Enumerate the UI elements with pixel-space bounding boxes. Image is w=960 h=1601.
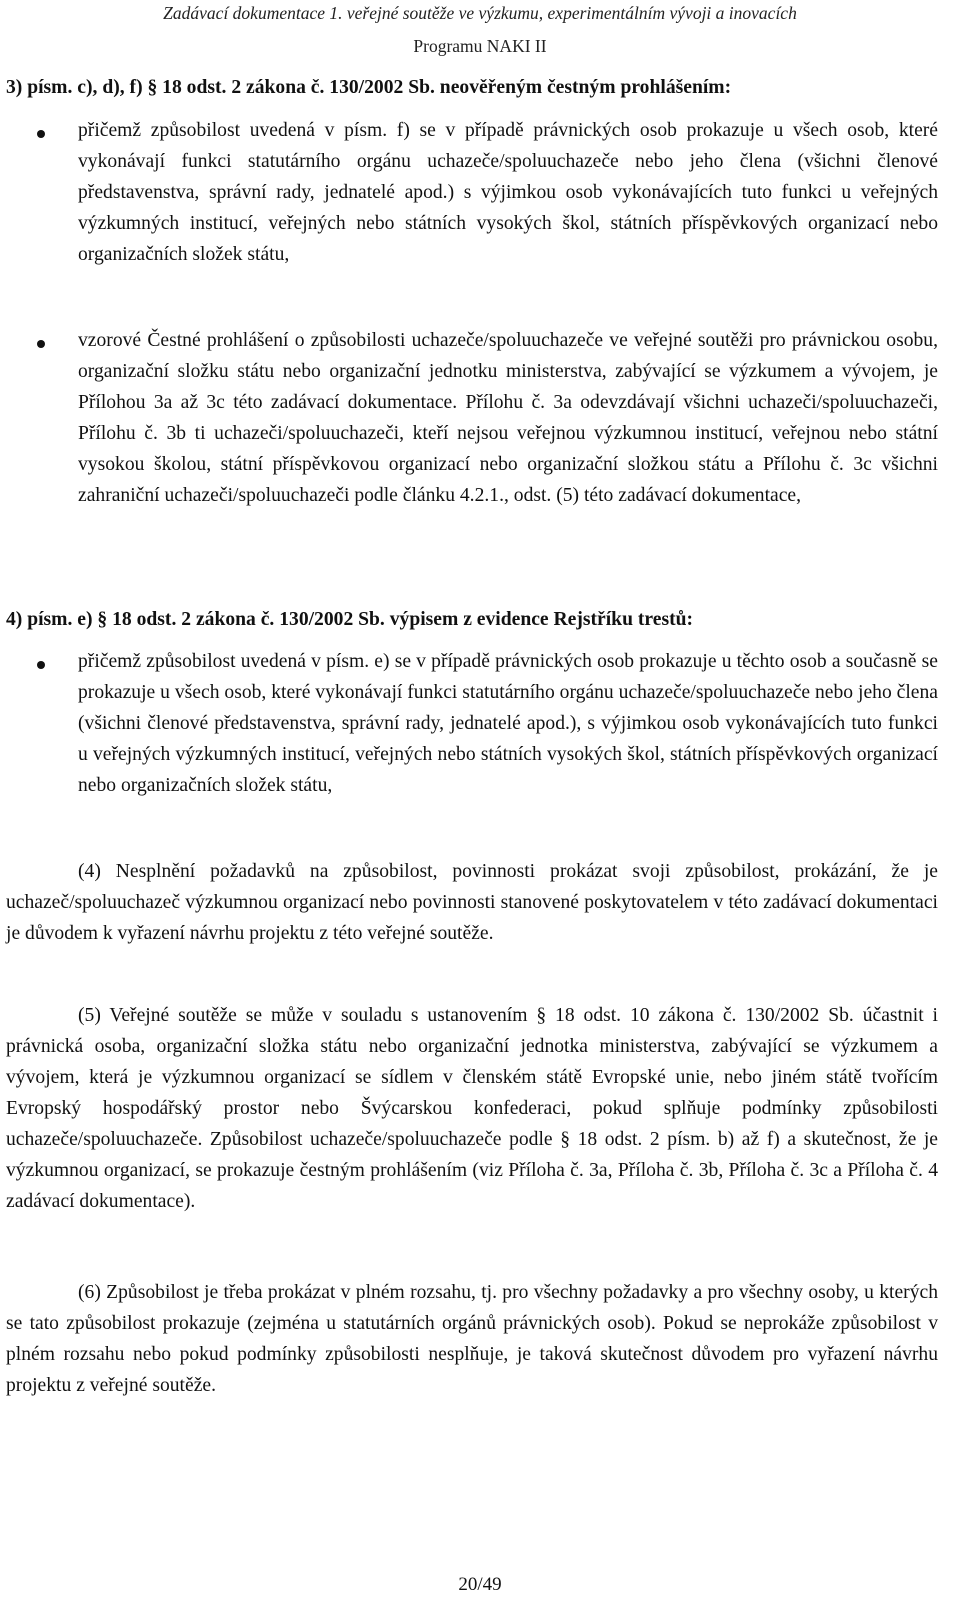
paragraph-5 xyxy=(6,1000,938,1217)
bullet-icon xyxy=(37,340,45,348)
paragraph-5-text: (5) Veřejné soutěže se může v souladu s ustanovením § 18 odst. 10 zákona č. 130/2002 Sb. účastnit i právnická osoba, organizační složka státu nebo organizační jednotka ministerstva, zabývající se výzkumem a vývojem, která je výzkumnou organizací se sídlem v členském státě Evropské unie, nebo jiném státě tvořícím Evropský hospodářský prostor nebo Švýcarskou konfederaci, pokud splňuje podmínky způsobilosti uchazeče/spoluuchazeče. Způsobilost uchazeče/spoluuchazeče podle § 18 odst. 2 písm. b) až f) a skutečnost, že je výzkumnou organizací, se prokazuje čestným prohlášením (viz Příloha č. 3a, Příloha č. 3b, Příloha č. 3c a Příloha č. 4 zadávací dokumentace). xyxy=(6,1005,938,1212)
header-title: Zadávací dokumentace 1. veřejné soutěže ve výzkumu, experimentálním vývoji a inovacích xyxy=(163,3,797,23)
paragraph-4 xyxy=(6,856,938,949)
paragraph-6-text: (6) Způsobilost je třeba prokázat v plném rozsahu, tj. pro všechny požadavky a pro všechny osoby, u kterých se tato způsobilost prokazuje (zejména u statutárních orgánů právnických osob). Pokud se neprokáže způsobilost v plném rozsahu nebo pokud podmínky způsobilosti nesplňuje, je taková skutečnost důvodem pro vyřazení návrhu projektu z veřejné soutěže. xyxy=(6,1282,938,1396)
bullet-paragraph-3b: vzorové Čestné prohlášení o způsobilosti uchazeče/spoluuchazeče ve veřejné soutěži pro právnickou osobu, organizační složku státu nebo organizační jednotku ministerstva, zabývající se výzkumem a vývojem, je Přílohou 3a až 3c této zadávací dokumentace. Přílohu č. 3a odevzdávají všichni uchazeči/spoluuchazeči, Přílohu č. 3b ti uchazeči/spoluuchazeči, kteří nejsou veřejnou výzkumnou institucí, veřejnou nebo státní vysokou školou, státní příspěvkovou organizací nebo organizační složkou státu a Přílohu č. 3c všichni zahraniční uchazeči/spoluuchazeči podle článku 4.2.1., odst. (5) této zadávací dokumentace, xyxy=(78,330,938,506)
bullet-icon xyxy=(37,130,45,138)
section-heading-4: 4) písm. e) § 18 odst. 2 zákona č. 130/2002 Sb. výpisem z evidence Rejstříku trestů: xyxy=(6,609,694,630)
section-heading-3: 3) písm. c), d), f) § 18 odst. 2 zákona č. 130/2002 Sb. neověřeným čestným prohlášením: xyxy=(6,77,732,98)
paragraph-4-text: (4) Nesplnění požadavků na způsobilost, povinnosti prokázat svoji způsobilost, prokázání, že je uchazeč/spoluuchazeč výzkumnou organizací nebo povinnosti stanovené poskytovatelem v této zadávací dokumentaci je důvodem k vyřazení návrhu projektu z této veřejné soutěže. xyxy=(6,861,938,944)
bullet-paragraph-4a: přičemž způsobilost uvedená v písm. e) se v případě právnických osob prokazuje u těchto osob a současně se prokazuje u všech osob, které vykonávají funkci statutárního orgánu uchazeče/spoluuchazeče nebo jeho člena (všichni členové představenstva, správní rady, jednatelé apod.), s výjimkou osob vykonávajících tuto funkci u veřejných výzkumných institucí, veřejných nebo státních vysokých škol, státních příspěvkových organizací nebo organizačních složek státu, xyxy=(78,651,938,796)
header-subtitle: Programu NAKI II xyxy=(413,36,547,56)
bullet-paragraph-3a: přičemž způsobilost uvedená v písm. f) se v případě právnických osob prokazuje u všech osob, které vykonávají funkci statutárního orgánu uchazeče/spoluuchazeče nebo jeho člena (všichni členové představenstva, správní rady, jednatelé apod.) s výjimkou osob vykonávajících tuto funkci u veřejných výzkumných institucí, veřejných nebo státních vysokých škol, státních příspěvkových organizací nebo organizačních složek státu, xyxy=(78,120,938,265)
page-number: 20/49 xyxy=(458,1574,502,1595)
paragraph-6 xyxy=(6,1277,938,1401)
bullet-icon xyxy=(37,661,45,669)
